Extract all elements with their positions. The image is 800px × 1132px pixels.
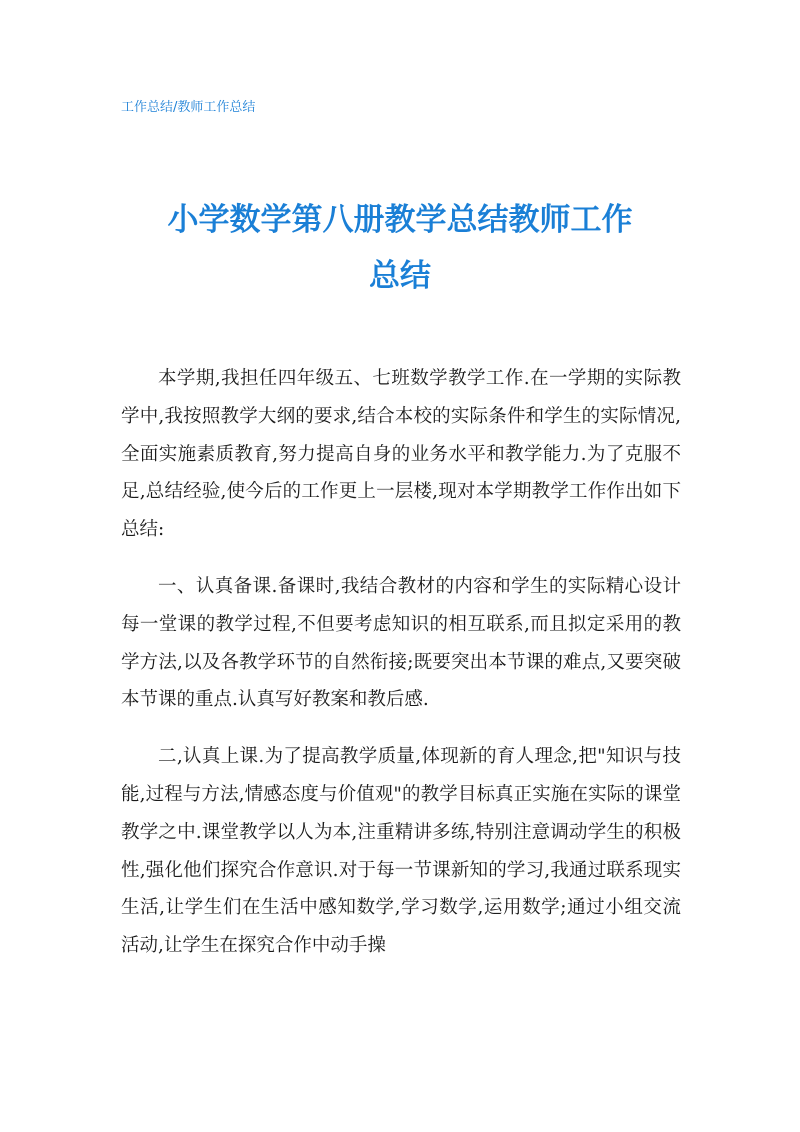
- paragraph-intro: 本学期,我担任四年级五、七班数学教学工作.在一学期的实际教学中,我按照教学大纲的要求,结合本校的实际条件和学生的实际情况,全面实施素质教育,努力提高自身的业务水平和教学能力.为了克服不足,总结经验,使今后的工作更上一层楼,现对本学期教学工作作出如下总结:: [121, 368, 681, 541]
- paragraph-classroom-teaching: 二,认真上课.为了提高教学质量,体现新的育人理念,把"知识与技能,过程与方法,情感态度与价值观"的教学目标真正实施在实际的课堂教学之中.课堂教学以人为本,注重精讲多练,特别注意调动学生的积极性,强化他们探究合作意识.对于每一节课新知的学习,我通过联系现实生活,让学生们在生活中感知数学,学习数学,运用数学;通过小组交流活动,让学生在探究合作中动手操: [121, 746, 681, 957]
- page-title-line-2: 总结: [369, 258, 431, 294]
- document-body: [121, 360, 681, 984]
- paragraph-lesson-preparation: 一、认真备课.备课时,我结合教材的内容和学生的实际精心设计每一堂课的教学过程,不但要考虑知识的相互联系,而且拟定采用的教学方法,以及各教学环节的自然衔接;既要突出本节课的难点,又要突破本节课的重点.认真写好教案和教后感.: [121, 575, 681, 711]
- page-title-line-1: 小学数学第八册教学总结教师工作: [167, 202, 633, 238]
- breadcrumb[interactable]: 工作总结/教师工作总结: [121, 100, 256, 115]
- page-title: [100, 192, 700, 304]
